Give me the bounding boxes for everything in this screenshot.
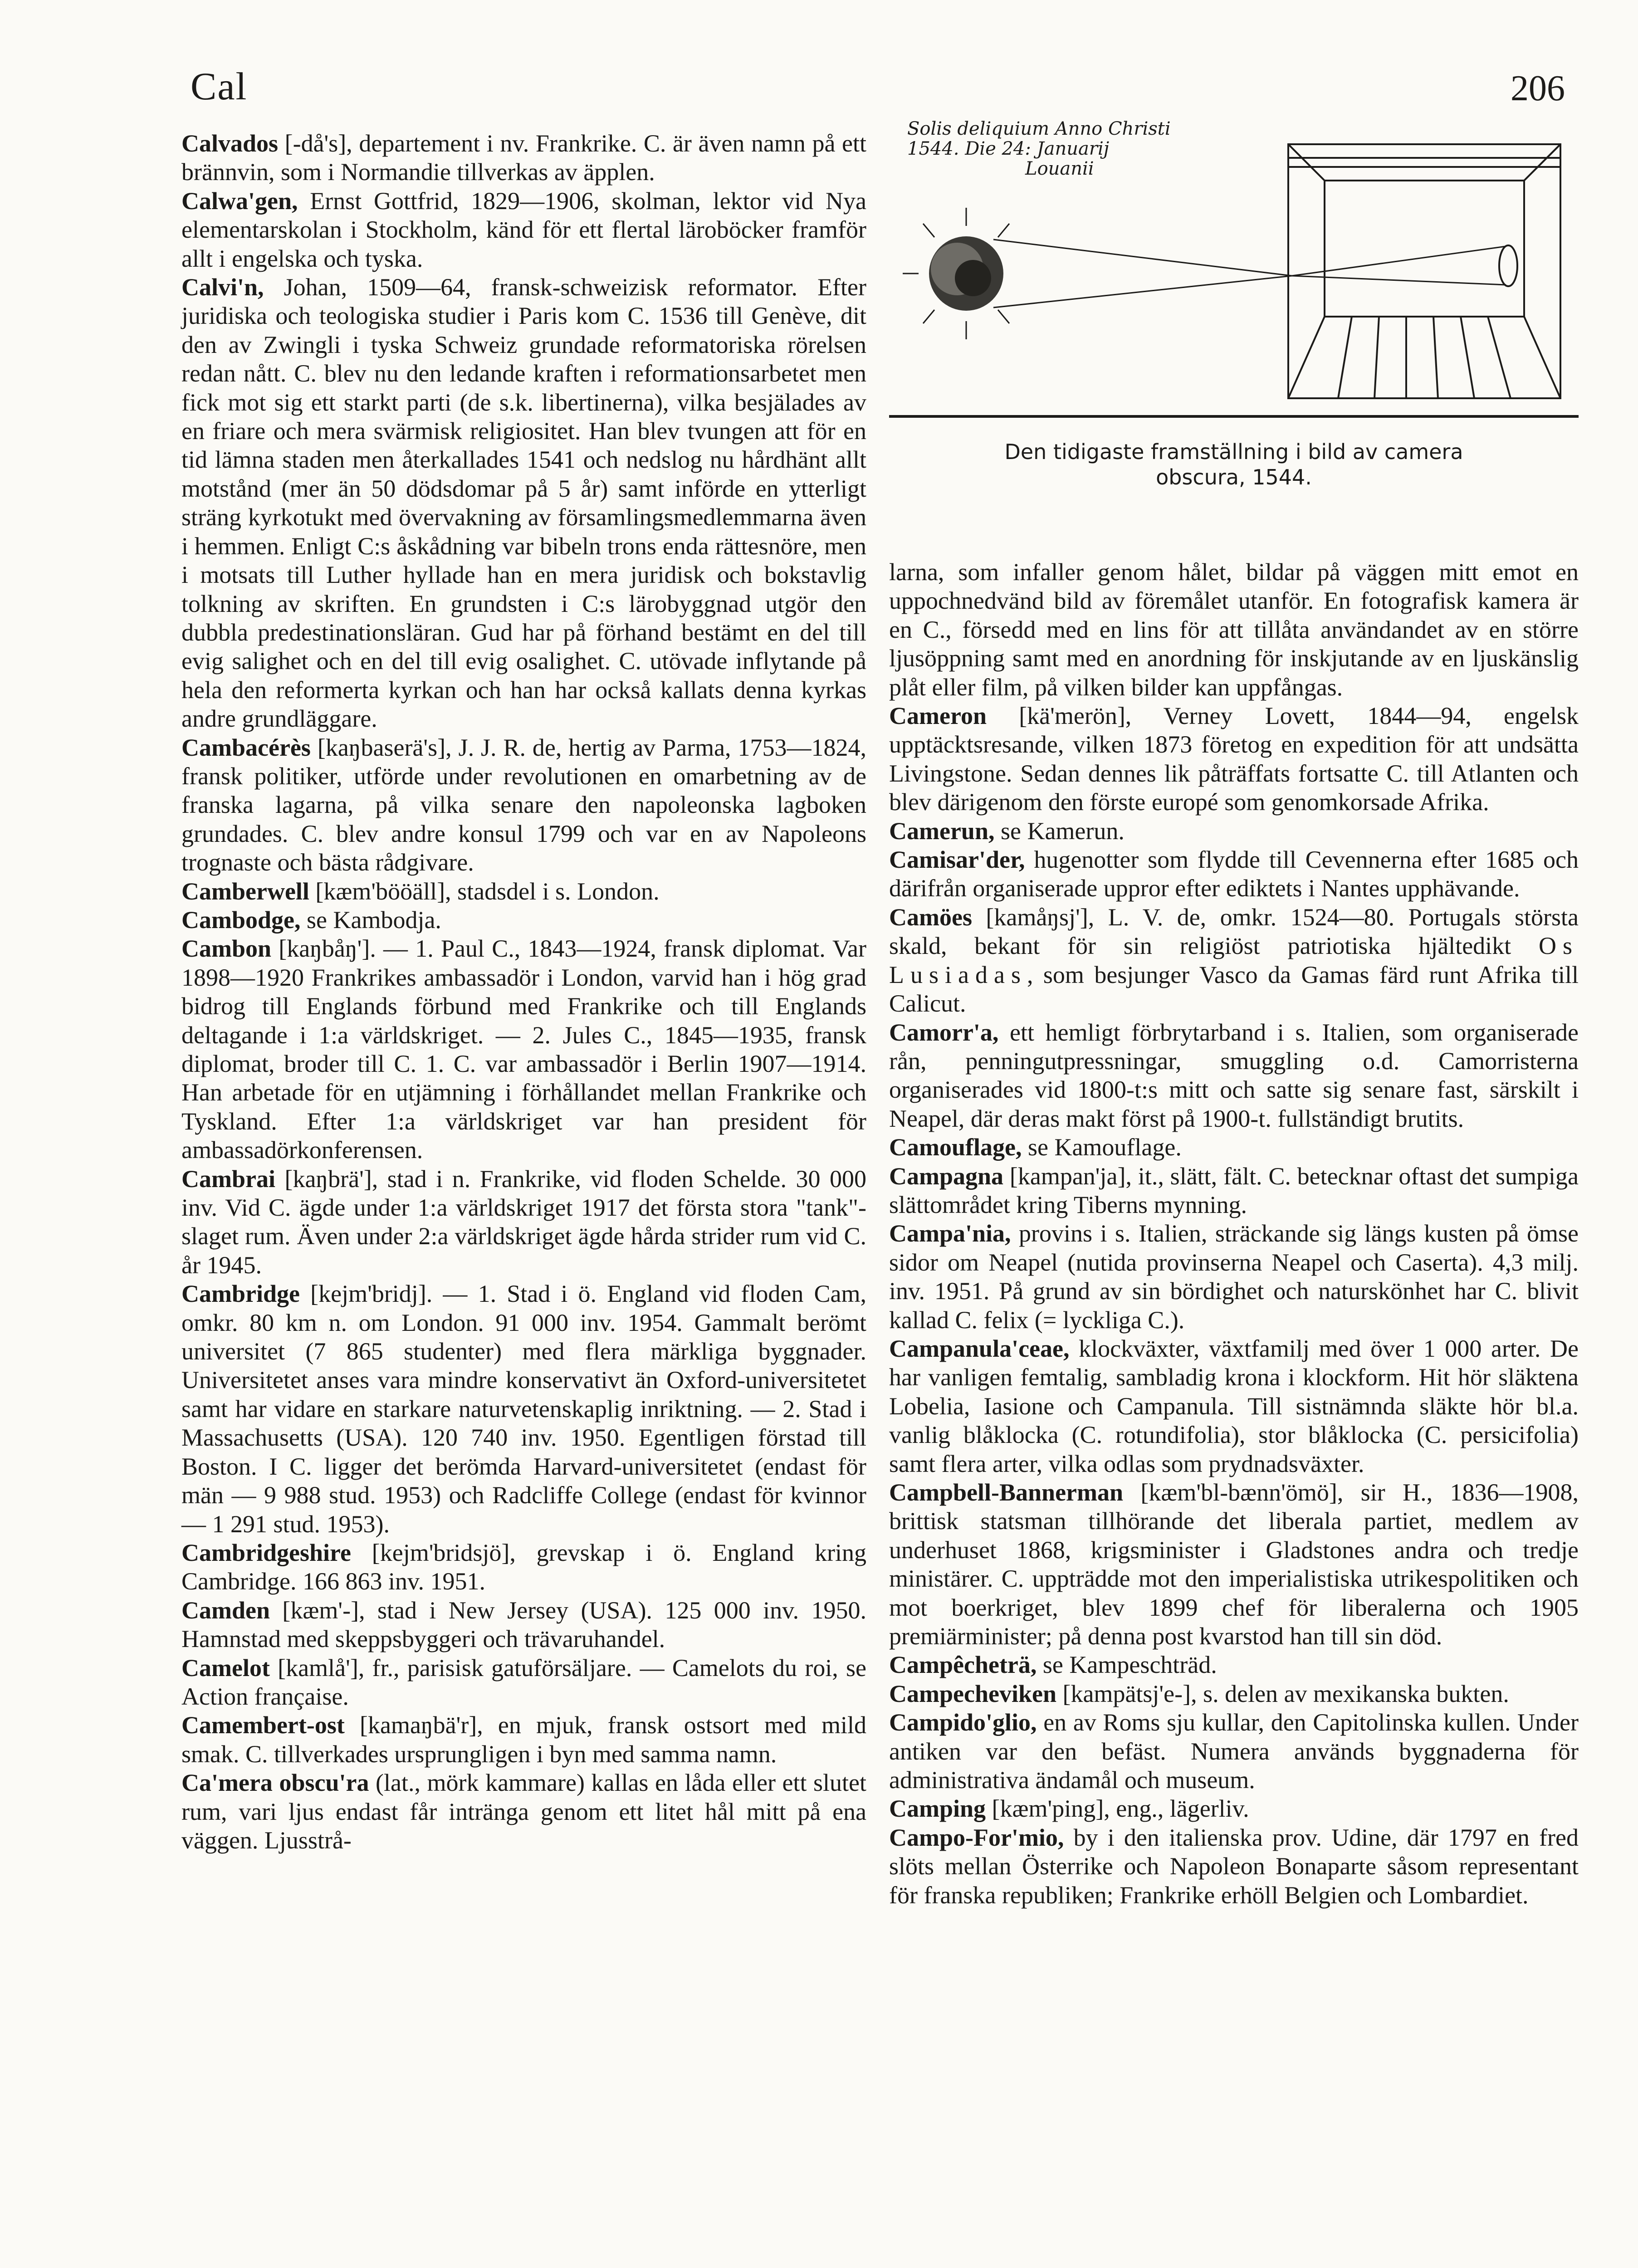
entry-text: en av Roms sju kullar, den Capitolinska kullen. Under antiken var den befäst. Numera används byggnaderna för administrativa ändamål och museum. [889, 1709, 1579, 1794]
entry-campagna [889, 1162, 1579, 1220]
entry-campechetra [889, 1651, 1579, 1679]
entry-cameron [889, 702, 1579, 817]
entry-text: se Kamerun. [994, 817, 1125, 845]
running-head: Cal [191, 64, 248, 108]
headword: Cambacérès [181, 733, 311, 761]
headword: Cambridgeshire [181, 1539, 351, 1566]
entry-camera-obscura [181, 1769, 866, 1855]
entry-camden [181, 1596, 866, 1654]
headword: Campa'nia, [889, 1220, 1011, 1247]
headword: Campagna [889, 1162, 1004, 1190]
entry-campecheviken [889, 1680, 1579, 1708]
entry-text: ett hemligt förbrytarband i s. Italien, som organiserade rån, penningutpressningar, smuggling o.d. Camorristerna organiserades vid 1800-t:s mitt och satte sig senare fast, särskilt i Neapel, där deras makt först på 1900-t. fullständigt brutits. [889, 1018, 1579, 1132]
headword: Campo-For'mio, [889, 1823, 1064, 1851]
entry-text: [kamåŋsj'], L. V. de, omkr. 1524—80. Portugals största skald, bekant för sin religiöst patriotiska hjältedikt [889, 903, 1579, 960]
entry-text: se Kambodja. [300, 906, 441, 934]
inscription-line-1: Solis deliquium Anno Christi [907, 118, 1171, 139]
entry-text: hugenotter som flydde till Cevennerna efter 1685 och därifrån organiserade uppror efter ediktets i Nantes upphävande. [889, 846, 1579, 902]
page-number: 206 [1511, 68, 1565, 108]
headword: Campido'glio, [889, 1709, 1037, 1736]
headword: Campêcheträ, [889, 1651, 1037, 1679]
headword: Camping [889, 1795, 986, 1823]
entry-camping [889, 1794, 1579, 1823]
headword: Camouflage, [889, 1134, 1022, 1161]
entry-text: Ernst Gottfrid, 1829—1906, skolman, lektor vid Nya elementarskolan i Stockholm, känd för ett flertal läroböcker framför allt i engelska och tyska. [181, 187, 866, 272]
entry-campbell-bannerman [889, 1478, 1579, 1651]
entry-text: [-då's], departement i nv. Frankrike. C. är även namn på ett brännvin, som i Normandie tillverkas av äpplen. [181, 130, 866, 186]
entry-text: [kejm'bridsjö], grevskap i ö. England kring Cambridge. 166 863 inv. 1951. [181, 1539, 866, 1595]
entry-text: Johan, 1509—64, fransk-schweizisk reformator. Efter juridiska och teologiska studier i Paris kom C. 1536 till Genève, dit den av Zwingli i tyska Schweiz grundade reformatoriska rörelsen redan nått. C. blev nu den ledande kraften i reformationsarbetet men fick mot sig ett starkt parti (de s.k. libertinerna), vilka besjälades av en friare och mera svärmisk religiositet. Han blev tvungen att för en tid lämna staden men återkallades 1541 och nedslog nu hårdhänt allt motstånd (mer än 50 dödsdomar på 5 år) samt införde en ytterligt sträng kyrkotukt med övervakning av församlingsmedlemmarna även i hemmen. Enligt C:s åskådning var bibeln trons enda rättesnöre, men i motsats till Luther hyllade han en mera juridisk och bokstavlig tolkning av skriften. En grundsten i C:s lärobyggnad utgör den dubbla predestinationsläran. Gud har på förhand bestämt en del till evig salighet och en del till evig osalighet. C. utövade inflytande på hela den reformerta kyrkan och han har också kallats denna kyrkas andre grundläggare. [181, 274, 866, 733]
sun-icon [903, 208, 1009, 339]
entry-text: by i den italienska prov. Udine, där 1797 en fred slöts mellan Österrike och Napoleon Bonaparte såsom representant för franska republiken; Frankrike erhöll Belgien och Lombardiet. [889, 1823, 1579, 1909]
headword: Camden [181, 1596, 270, 1624]
entry-text: [kä'merön], Verney Lovett, 1844—94, engelsk upptäcktsresande, vilken 1873 företog en expedition för att undsätta Livingstone. Sedan dennes lik påträffats fortsatte C. till Atlanten och blev därigenom den förste europé som genomkorsade Afrika. [889, 702, 1579, 816]
headword: Camöes [889, 903, 972, 931]
headword: Cameron [889, 702, 987, 730]
entry-camberwell [181, 877, 866, 906]
headword: Campanula'ceae, [889, 1334, 1070, 1362]
left-column [181, 129, 866, 1855]
entry-text: se Kampeschträd. [1037, 1651, 1217, 1679]
entry-campania [889, 1219, 1579, 1334]
entry-cambodge [181, 906, 866, 934]
entry-cambaceres [181, 733, 866, 877]
headword: Cambridge [181, 1280, 300, 1308]
entry-text: [kampätsj'e-], s. delen av mexikanska bukten. [1056, 1680, 1509, 1707]
headword: Calwa'gen, [181, 187, 298, 215]
entry-text: [kæm'ping], eng., lägerliv. [986, 1795, 1249, 1823]
entry-campo-formio [889, 1823, 1579, 1910]
figure-caption [889, 439, 1579, 490]
entry-text: [kaŋbåŋ']. — 1. Paul C., 1843—1924, fransk diplomat. Var 1898—1920 Frankrikes ambassadör i London, varvid han i hög grad bidrog till Englands förbund med Frankrike och till Englands deltagande i 1:a världskriget. — 2. Jules C., 1845—1935, fransk diplomat, broder till C. 1. C. var ambassadör i Berlin 1907—1914. Han arbetade för en utjämning i förhållandet mellan Frankrike och Tyskland. Efter 1:a världskriget var han president för ambassadörkonferensen. [181, 935, 866, 1164]
entry-text: [kejm'bridj]. — 1. Stad i ö. England vid floden Cam, omkr. 80 km n. om London. 91 000 inv. 1954. Gammalt berömt universitet (7 865 studenter) med flera märkliga byggnader. Universitetet anses vara mindre konservativt än Oxford-universitetet samt har vidare en starkare naturvetenskaplig inriktning. — 2. Stad i Massachusetts (USA). 120 740 inv. 1950. Egentligen förstad till Boston. I C. ligger det berömda Harvard-universitetet (endast för män — 9 988 stud. 1953) och Radcliffe College (endast för kvinnor — 1 291 stud. 1953). [181, 1280, 866, 1538]
entry-text: klockväxter, växtfamilj med över 1 000 arter. De har vanligen femtalig, sambladig krona i klockform. Hit hör släktena Lobelia, Iasione och Campanula. Till sistnämnda släkte hör bl.a. vanlig blåklocka (C. rotundifolia), stor blåklocka (C. persicifolia) samt flera arter, vilka odlas som prydnadsväxter. [889, 1334, 1579, 1477]
headword: Campbell-Bannerman [889, 1479, 1124, 1506]
headword: Cambon [181, 935, 272, 963]
entry-cambrai [181, 1165, 866, 1280]
work-title: Os Lusiadas [889, 932, 1579, 988]
entry-text: [kaŋbaserä's], J. J. R. de, hertig av Parma, 1753—1824, fransk politiker, utförde under revolutionen en omarbetning av de franska lagarna, på vilka senare den napoleonska lagboken grundades. C. blev andre konsul 1799 och var en av Napoleons trognaste och bästa rådgivare. [181, 733, 866, 876]
entry-calvados [181, 129, 866, 187]
entry-text: se Kamouflage. [1022, 1134, 1182, 1161]
entry-text: [kæm'bl-bænn'ömö], sir H., 1836—1908, brittisk statsman tillhörande det liberala partiet, medlem av underhuset 1868, krigsminister i Gladstones andra och tredje ministärer. C. uppträdde mot den imperialistiska utrikespolitiken och mot boerkriget, blev 1899 chef för liberalerna och 1905 premiärminister; på denna post kvarstod han till sin död. [889, 1479, 1579, 1650]
entry-cambridge [181, 1280, 866, 1539]
headword: Ca'mera obscu'ra [181, 1769, 369, 1797]
entry-cambon [181, 934, 866, 1164]
caption-line-1: Den tidigaste framställning i bild av camera [1004, 440, 1463, 464]
entry-camoes [889, 903, 1579, 1018]
entry-text: [kæm'bööäll], stadsdel i s. London. [309, 877, 660, 905]
entry-cambridgeshire [181, 1539, 866, 1596]
headword: Camelot [181, 1654, 270, 1681]
headword: Campecheviken [889, 1680, 1056, 1707]
headword: Camerun, [889, 817, 995, 845]
inscription-line-3: Louanii [1025, 158, 1094, 179]
headword: Cambodge, [181, 906, 301, 934]
entry-camera-obscura-cont [889, 558, 1579, 702]
entry-campanulaceae [889, 1334, 1579, 1478]
entry-camisarder [889, 846, 1579, 903]
headword: Camisar'der, [889, 846, 1025, 874]
inscription-line-2: 1544. Die 24: Januarij [907, 138, 1110, 159]
headword: Camorr'a, [889, 1018, 999, 1046]
caption-line-2: obscura, 1544. [1156, 465, 1312, 489]
entry-text-tail: , som besjunger Vasco da Gamas färd runt Afrika till Calicut. [889, 961, 1579, 1017]
entry-camerun [889, 817, 1579, 846]
entry-camouflage [889, 1133, 1579, 1162]
entry-text: larna, som infaller genom hålet, bildar på väggen mitt emot en uppochnedvänd bild av föremålet utanför. En fotografisk kamera är en C., försedd med en lins för att tillåta användandet av en större ljusöppning samt med en anordning för inskjutande av en ljuskänslig plåt eller film, på vilken bilder kan uppfångas. [889, 558, 1579, 701]
entry-text: provins i s. Italien, sträckande sig längs kusten på ömse sidor om Neapel (nutida provinserna Neapel och Caserta). 4,3 milj. inv. 1951. På grund av sin bördighet och naturskönhet har C. blivit kallad C. felix (= lyckliga C.). [889, 1220, 1579, 1334]
headword: Camberwell [181, 877, 309, 905]
headword: Cambrai [181, 1165, 275, 1193]
figure-inscription [907, 119, 1171, 179]
entry-calvin [181, 273, 866, 733]
entry-calwagen [181, 187, 866, 273]
entry-campidoglio [889, 1708, 1579, 1794]
entry-text: [kaŋbrä'], stad i n. Frankrike, vid floden Schelde. 30 000 inv. Vid C. ägde under 1:a världskriget 1917 det första stora "tank"-slaget rum. Även under 2:a världskriget ägde hårda strider rum vid C. år 1945. [181, 1165, 866, 1279]
headword: Calvi'n, [181, 274, 264, 301]
headword: Camembert-ost [181, 1711, 345, 1739]
entry-text: [kamlå'], fr., parisisk gatuförsäljare. — Camelots du roi, se Action française. [181, 1654, 866, 1710]
entry-camelot [181, 1654, 866, 1711]
entry-camorra [889, 1018, 1579, 1134]
entry-text: [kampan'ja], it., slätt, fält. C. betecknar oftast det sumpiga slättområdet kring Tiberns mynning. [889, 1162, 1579, 1218]
right-column [889, 558, 1579, 1910]
entry-camembert [181, 1711, 866, 1769]
headword: Calvados [181, 130, 279, 157]
entry-text: [kamaŋbä'r], en mjuk, fransk ostsort med mild smak. C. tillverkades ursprungligen i byn med samma namn. [181, 1711, 866, 1768]
entry-text: [kæm'-], stad i New Jersey (USA). 125 000 inv. 1950. Hamnstad med skeppsbyggeri och trävaruhandel. [181, 1596, 866, 1653]
entry-text: (lat., mörk kammare) kallas en låda eller ett slutet rum, vari ljus endast får intränga genom ett litet hål mitt på ena väggen. Ljusstrå- [181, 1769, 866, 1854]
